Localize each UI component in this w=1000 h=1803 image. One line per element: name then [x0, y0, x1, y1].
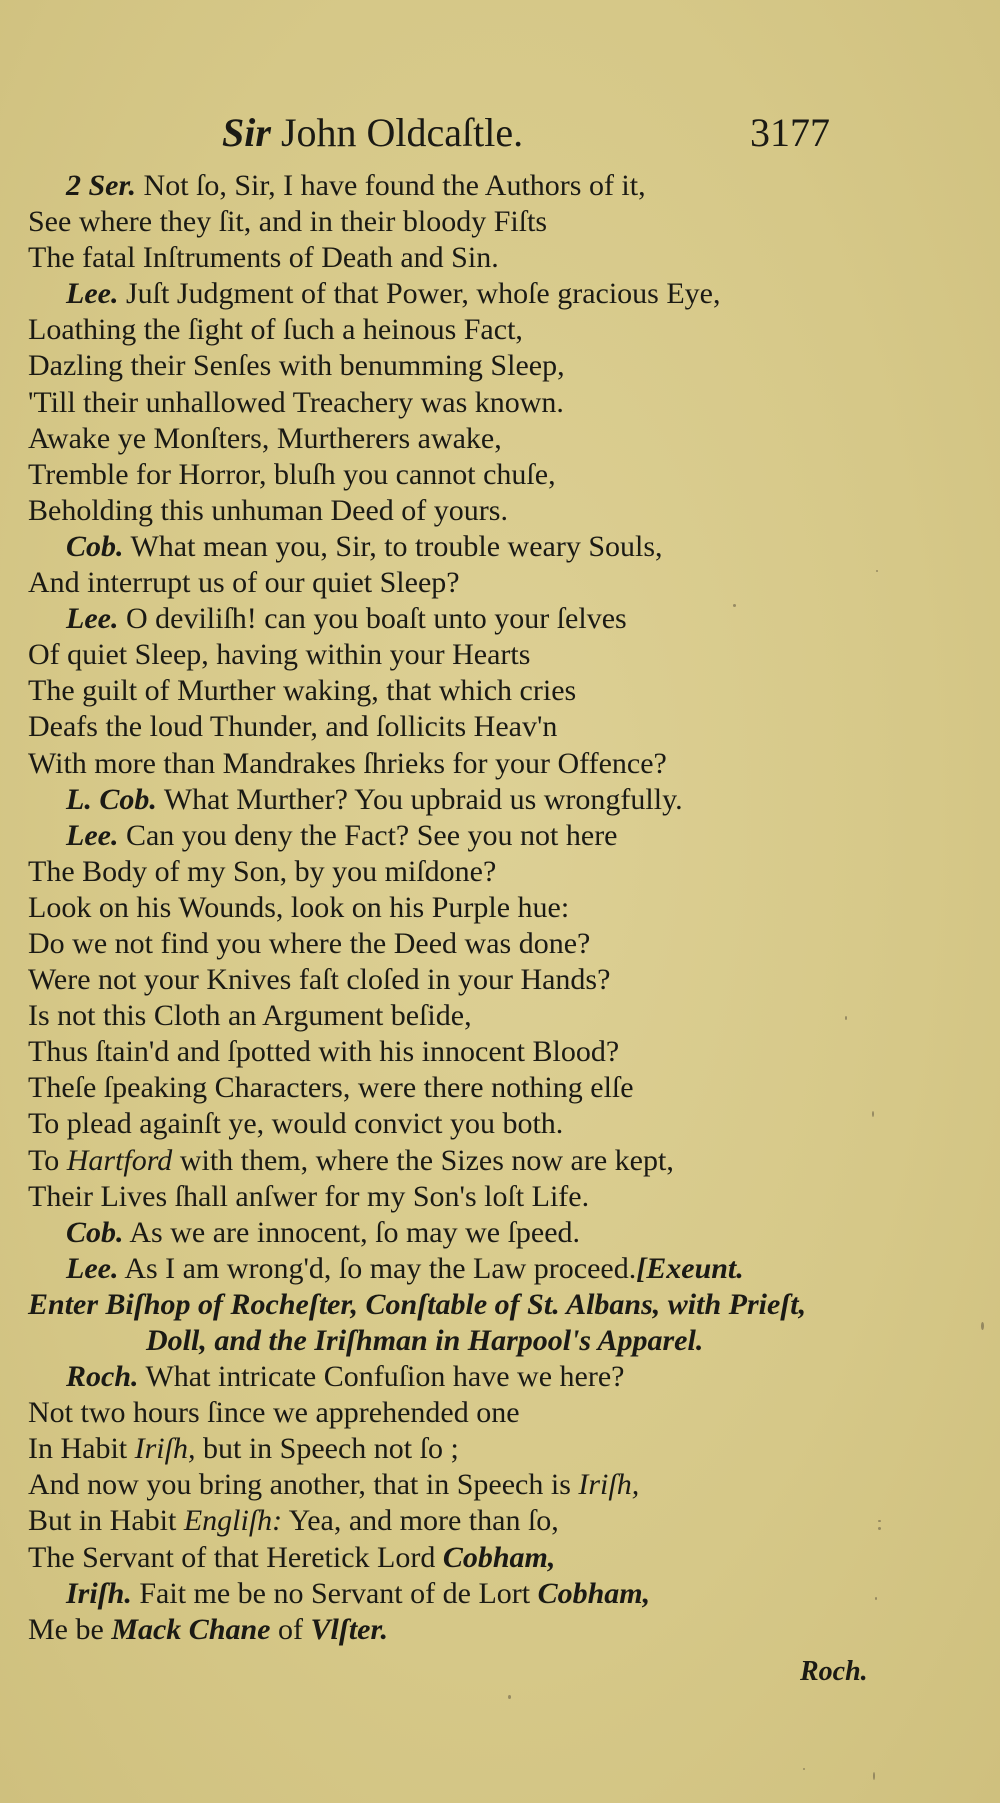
- text-line: [28, 1503, 908, 1539]
- line-text: Dazling their Senſes with benumming Sleep,: [28, 349, 565, 383]
- speaker-name: Lee.: [66, 818, 119, 852]
- speaker-name: Roch.: [66, 1360, 139, 1394]
- text-line: [28, 240, 908, 276]
- running-title-prefix: Sir: [222, 110, 271, 155]
- text-line: [28, 818, 908, 854]
- text-line: [28, 457, 908, 493]
- line-text: 'Till their unhallowed Treachery was known.: [28, 385, 564, 419]
- text-line: [28, 998, 908, 1034]
- text-line: [28, 276, 908, 312]
- text-line: [28, 348, 908, 384]
- text-line: [28, 673, 908, 709]
- text-line: [28, 1612, 908, 1648]
- page-header: [0, 108, 1000, 158]
- page-number: 3177: [750, 110, 830, 155]
- play-text: [28, 168, 908, 1648]
- paper-speck: [981, 1322, 984, 1330]
- line-text: Theſe ſpeaking Characters, were there nothing elſe: [28, 1071, 634, 1105]
- line-text: With more than Mandrakes ſhrieks for your Offence?: [28, 746, 667, 780]
- stage-direction: Enter Biſhop of Rocheſter, Conſtable of St. Albans, with Prieſt,: [28, 1287, 807, 1321]
- line-text: Juſt Judgment of that Power, whoſe gracious Eye,: [125, 277, 721, 311]
- line-text: What intricate Confuſion have we here?: [145, 1360, 625, 1394]
- line-text: To plead againſt ye, would convict you both.: [28, 1107, 564, 1141]
- line-text: O deviliſh! can you boaſt unto your ſelves: [125, 602, 627, 636]
- line-text: The Body of my Son, by you miſdone?: [28, 854, 497, 888]
- paper-speck: [878, 1527, 881, 1530]
- stage-direction-line: [28, 1287, 908, 1323]
- text-line: [28, 1540, 908, 1576]
- running-title: [222, 108, 523, 158]
- speaker-name: Lee.: [66, 277, 119, 311]
- italic-word: Vlſter.: [310, 1612, 389, 1646]
- text-line: [28, 529, 908, 565]
- speaker-name: Lee.: [66, 1251, 119, 1285]
- line-text: Deafs the loud Thunder, and ſollicits Heav'n: [28, 710, 558, 744]
- catchword: Roch.: [800, 1656, 868, 1687]
- speaker-name: Iriſh.: [66, 1576, 132, 1610]
- line-prefix: But in Habit: [28, 1504, 177, 1538]
- line-text: Is not this Cloth an Argument beſide,: [28, 999, 472, 1033]
- line-text: Look on his Wounds, look on his Purple hue:: [28, 890, 570, 924]
- line-text: Loathing the ſight of ſuch a heinous Fact,: [28, 313, 523, 347]
- line-prefix: The Servant of that Heretick Lord: [28, 1540, 436, 1574]
- exit-direction: [Exeunt.: [636, 1251, 744, 1285]
- italic-word: Engliſh:: [183, 1504, 283, 1538]
- text-line: [28, 962, 908, 998]
- italic-word: Iriſh,: [134, 1432, 196, 1466]
- line-prefix: To: [28, 1143, 60, 1177]
- text-line: [28, 1359, 908, 1395]
- italic-word: Mack Chane: [111, 1612, 271, 1646]
- text-line: [28, 565, 908, 601]
- italic-word: Cobham,: [442, 1540, 556, 1574]
- line-text: Thus ſtain'd and ſpotted with his innocent Blood?: [28, 1035, 620, 1069]
- speaker-name: Cob.: [66, 529, 124, 563]
- line-text: Not two hours ſince we apprehended one: [28, 1396, 520, 1430]
- running-title-main: John Oldcaſtle.: [280, 110, 524, 155]
- text-line: [28, 1070, 908, 1106]
- paper-speck: [876, 570, 878, 572]
- text-line: [28, 1179, 908, 1215]
- stage-direction: Doll, and the Iriſhman in Harpool's Apparel.: [146, 1324, 704, 1357]
- line-prefix: In Habit: [28, 1432, 128, 1466]
- line-text: The guilt of Murther waking, that which cries: [28, 674, 577, 708]
- text-line: [28, 1251, 908, 1287]
- line-text: What Murther? You upbraid us wrongfully.: [163, 782, 683, 816]
- line-text: And interrupt us of our quiet Sleep?: [28, 566, 460, 600]
- speaker-name: Lee.: [66, 602, 119, 636]
- line-text: Do we not find you where the Deed was done?: [28, 926, 591, 960]
- text-line: [28, 709, 908, 745]
- line-text: Were not your Knives faſt cloſed in your Hands?: [28, 963, 611, 997]
- text-line: [28, 168, 908, 204]
- text-line: [28, 1467, 908, 1503]
- text-line: [28, 493, 908, 529]
- paper-speck: [845, 1016, 847, 1020]
- line-text: Beholding this unhuman Deed of yours.: [28, 493, 508, 527]
- text-line: [28, 637, 908, 673]
- line-text: Their Lives ſhall anſwer for my Son's loſt Life.: [28, 1179, 590, 1213]
- text-line: [28, 890, 908, 926]
- text-line: [28, 1215, 908, 1251]
- line-text: Fait me be no Servant of de Lort: [139, 1576, 531, 1610]
- line-text: Yea, and more than ſo,: [288, 1504, 559, 1538]
- text-line: [28, 746, 908, 782]
- line-text: What mean you, Sir, to trouble weary Souls,: [130, 529, 663, 563]
- line-text: As I am wrong'd, ſo may the Law proceed.: [124, 1251, 637, 1285]
- text-line: [28, 1395, 908, 1431]
- paper-speck: [508, 1695, 511, 1699]
- text-line: [28, 1106, 908, 1142]
- line-text: Of quiet Sleep, having within your Hearts: [28, 638, 531, 672]
- line-text: Not ſo, Sir, I have found the Authors of it,: [143, 169, 646, 202]
- italic-word: Cobham,: [537, 1576, 651, 1610]
- speaker-name: L. Cob.: [66, 782, 157, 816]
- line-text: Tremble for Horror, bluſh you cannot chuſe,: [28, 457, 556, 491]
- line-text: The fatal Inſtruments of Death and Sin.: [28, 241, 499, 275]
- speaker-name: Cob.: [66, 1215, 124, 1249]
- text-line: [28, 1576, 908, 1612]
- paper-speck: [803, 1768, 805, 1770]
- text-line: [28, 312, 908, 348]
- paper-speck: [878, 1520, 881, 1522]
- paper-speck: [873, 1772, 875, 1780]
- place-name: Hartford: [66, 1143, 173, 1177]
- line-prefix: Me be: [28, 1612, 104, 1646]
- text-line: [28, 1431, 908, 1467]
- line-text: of: [278, 1612, 303, 1646]
- stage-direction-line: [28, 1323, 908, 1359]
- text-line: [28, 1143, 908, 1179]
- italic-word: Iriſh,: [578, 1468, 640, 1502]
- speaker-name: 2 Ser.: [66, 169, 137, 202]
- line-text: Can you deny the Fact? See you not here: [125, 818, 618, 852]
- line-text: Awake ye Monſters, Murtherers awake,: [28, 421, 502, 455]
- paper-speck: [733, 604, 736, 607]
- text-line: [28, 1034, 908, 1070]
- text-line: [28, 421, 908, 457]
- text-line: [28, 926, 908, 962]
- line-text: but in Speech not ſo ;: [202, 1432, 459, 1466]
- line-text: with them, where the Sizes now are kept,: [179, 1143, 674, 1177]
- line-prefix: And now you bring another, that in Speech is: [28, 1468, 571, 1502]
- paper-speck: [872, 1111, 874, 1117]
- text-line: [28, 601, 908, 637]
- paper-speck: [875, 1597, 877, 1600]
- text-line: [28, 854, 908, 890]
- text-line: [28, 204, 908, 240]
- line-text: See where they ſit, and in their bloody Fiſts: [28, 205, 548, 239]
- text-line: [28, 782, 908, 818]
- line-text: As we are innocent, ſo may we ſpeed.: [129, 1215, 581, 1249]
- text-line: [28, 385, 908, 421]
